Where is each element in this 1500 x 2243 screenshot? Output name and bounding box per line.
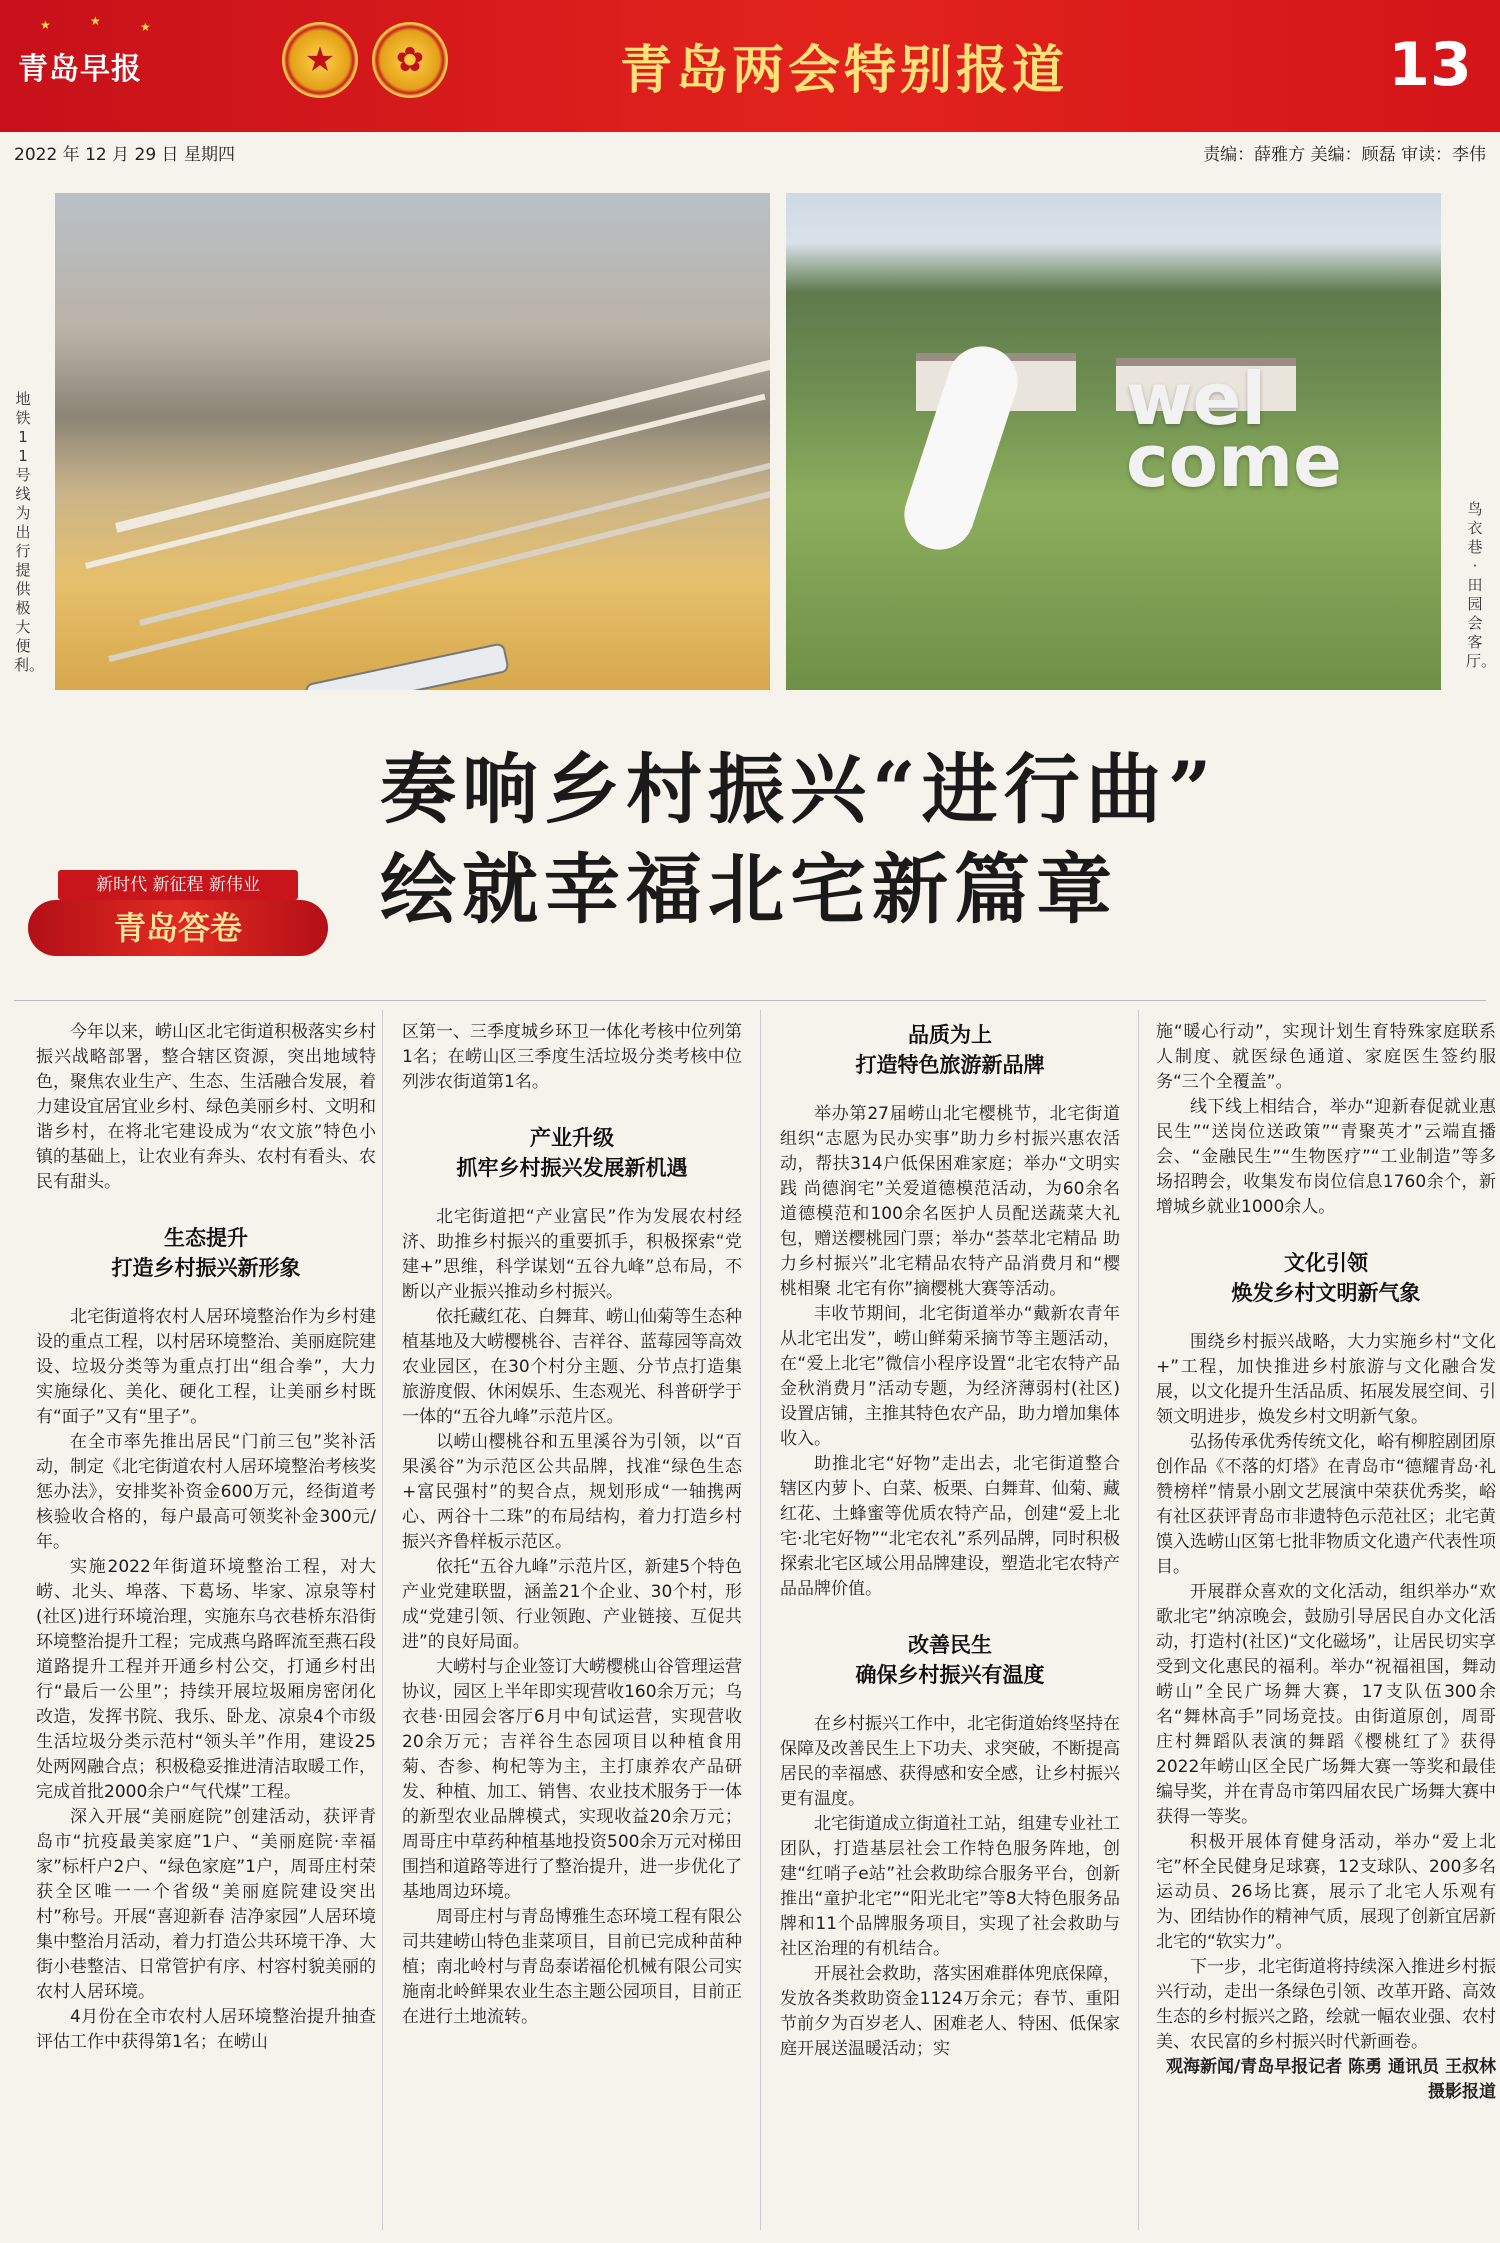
section-heading: 产业升级 抓牢乡村振兴发展新机遇 <box>456 1126 688 1180</box>
cello-sculpture-shape <box>895 337 1026 558</box>
paragraph: 大崂村与企业签订大崂樱桃山谷管理运营协议，园区上半年即实现营收160余万元；乌衣巷·田园会客厅6月中旬试运营，实现营收20余万元；吉祥谷生态园项目以种植食用菊、杏参、枸杞等为主，主打康养农产品研发、种植、加工、销售、农业技术服务于一体的新型农业品牌模式，实现收益20余万元；周哥庄中草药种植基地投资500余万元对梯田围挡和道路等进行了整治提升，进一步优化了基地周边环境。 <box>402 1657 742 1902</box>
banner-title: 青岛两会特别报道 <box>620 40 1069 101</box>
paragraph: 依托藏红花、白舞茸、崂山仙菊等生态种植基地及大崂樱桃谷、吉祥谷、蓝莓园等高效农业园区，在30个村分主题、分节点打造集旅游度假、休闲娱乐、生态观光、科普研学于一体的“五谷九峰”示范片区。 <box>402 1307 742 1427</box>
headline-line-2: 绘就幸福北宅新篇章 <box>380 845 1118 934</box>
paragraph: 举办第27届崂山北宅樱桃节，北宅街道组织“志愿为民办实事”助力乡村振兴惠农活动，帮扶314户低保困难家庭；举办“文明实践 尚德润宅”关爱道德模范活动，为60余名道德模范和100余名医护人员配送蔬菜大礼包，赠送樱桃园门票；举办“荟萃北宅精品 助力乡村振兴”北宅精品农特产品消费月和“樱桃相聚 北宅有你”摘樱桃大赛等活动。 <box>780 1104 1120 1299</box>
garden-photo <box>786 193 1441 690</box>
paragraph: 北宅街道把“产业富民”作为发展农村经济、助推乡村振兴的重要抓手，积极探索“党建+”思维，科学谋划“五谷九峰”总布局，不断以产业振兴推动乡村振兴。 <box>402 1207 742 1302</box>
article-column-3 <box>780 1020 1120 2062</box>
page-number: 13 <box>1388 30 1472 100</box>
byline: 观海新闻/青岛早报记者 陈勇 通讯员 王叔林 摄影报道 <box>1166 2057 1496 2102</box>
article-lead: 今年以来，崂山区北宅街道积极落实乡村振兴战略部署，整合辖区资源，突出地域特色，聚焦农业生产、生态、生活融合发展，着力建设宜居宜业乡村、绿色美丽乡村、文明和谐乡村，在将北宅建设成为“农文旅”特色小镇的基础上，让农业有奔头、农村有看头、农民有甜头。 <box>36 1022 376 1192</box>
article-column-2 <box>402 1020 742 2030</box>
paragraph: 以崂山樱桃谷和五里溪谷为引领，以“百果溪谷”为示范区公共品牌，找准“绿色生态+富民强村”的契合点，规划形成“一轴携两心、两谷十二珠”的布局结构，着力打造乡村振兴齐鲁样板示范区。 <box>402 1432 742 1552</box>
divider <box>14 1000 1486 1001</box>
paragraph: 弘扬传承优秀传统文化，峪有柳腔剧团原创作品《不落的灯塔》在青岛市“德耀青岛·礼赞榜样”情景小剧文艺展演中荣获优秀奖，峪有社区获评青岛市非遗特色示范社区；北宅黄馍入选崂山区第七批非物质文化遗产代表性项目。 <box>1156 1432 1496 1577</box>
national-emblem-icon: ★ <box>282 22 358 98</box>
column-divider <box>382 1010 383 2230</box>
section-heading: 生态提升 打造乡村振兴新形象 <box>111 1226 301 1280</box>
paragraph: 在全市率先推出居民“门前三包”奖补活动，制定《北宅街道农村人居环境整治考核奖惩办法》，安排奖补资金600万元，经街道考核验收合格的，每户最高可领奖补金300元/年。 <box>36 1432 376 1552</box>
column-divider <box>760 1010 761 2230</box>
paragraph: 开展社会救助，落实困难群体兜底保障，发放各类救助资金1124万余元；春节、重阳节前夕为百岁老人、困难老人、特困、低保家庭开展送温暖活动；实 <box>780 1964 1120 2059</box>
paragraph: 4月份在全市农村人居环境整治提升抽查评估工作中获得第1名；在崂山 <box>36 2007 376 2052</box>
badge-main: 青岛答卷 <box>28 900 328 956</box>
paragraph: 实施2022年街道环境整治工程，对大崂、北头、埠落、下葛场、毕家、凉泉等村(社区)进行环境治理，实施东乌衣巷桥东沿街环境整治提升工程；完成燕乌路晖流至燕石段道路提升工程并开通乡村公交，打通乡村出行“最后一公里”；持续开展垃圾厢房密闭化改造，发挥书院、我乐、卧龙、凉泉4个市级生活垃圾分类示范村“领头羊”作用，建设25处两网融合点；积极稳妥推进清洁取暖工作，完成首批2000余户“气代煤”工程。 <box>36 1557 376 1802</box>
page-banner <box>0 0 1500 132</box>
paragraph: 助推北宅“好物”走出去，北宅街道整合辖区内萝卜、白菜、板栗、白舞茸、仙菊、藏红花、土蜂蜜等优质农特产品，创建“爱上北宅·北宅好物”“北宅农礼”系列品牌，同时积极探索北宅区域公用品牌建设，塑造北宅农特产品品牌价值。 <box>780 1454 1120 1599</box>
paragraph: 开展群众喜欢的文化活动，组织举办“欢歌北宅”纳凉晚会，鼓励引导居民自办文化活动，打造村(社区)“文化磁场”，让居民切实享受到文化惠民的福利。举办“祝福祖国，舞动崂山”全民广场舞大赛，17支队伍300余名“舞林高手”同场竞技。由街道原创，周哥庄村舞蹈队表演的舞蹈《樱桃红了》获得2022年崂山区全民广场舞大赛一等奖和最佳编导奖，并在青岛市第四届农民广场舞大赛中获得一等奖。 <box>1156 1582 1496 1827</box>
star-icon: ★ <box>140 20 151 34</box>
right-photo-caption: 鸟衣巷·田园会客厅。 <box>1466 500 1497 670</box>
paragraph: 北宅街道将农村人居环境整治作为乡村建设的重点工程，以村居环境整治、美丽庭院建设、垃圾分类等为重点打出“组合拳”，大力实施绿化、美化、硬化工程，让美丽乡村既有“面子”又有“里子”。 <box>36 1307 376 1427</box>
section-badge <box>28 870 328 966</box>
paragraph: 施“暖心行动”，实现计划生育特殊家庭联系人制度、就医绿色通道、家庭医生签约服务“三个全覆盖”。 <box>1156 1022 1496 1092</box>
badge-top: 新时代 新征程 新伟业 <box>58 870 298 900</box>
paragraph: 深入开展“美丽庭院”创建活动，获评青岛市“抗疫最美家庭”1户、“美丽庭院·幸福家”标杆户2户、“绿色家庭”1户，周哥庄村荣获全区唯一一个省级“美丽庭院建设突出村”称号。开展“喜迎新春 洁净家园”人居环境集中整治月活动，着力打造公共环境干净、大街小巷整洁、日常管护有序、村容村貌美丽的农村人居环境。 <box>36 1807 376 2002</box>
star-icon: ★ <box>40 18 51 32</box>
section-heading: 改善民生 确保乡村振兴有温度 <box>855 1633 1045 1687</box>
train-shape <box>304 642 510 690</box>
headline-line-1: 奏响乡村振兴“进行曲” <box>380 745 1218 834</box>
article-column-1 <box>36 1020 376 2055</box>
section-heading: 文化引领 焕发乡村文明新气象 <box>1231 1251 1421 1305</box>
left-photo-caption: 地铁11号线为出行提供极大便利。 <box>14 390 45 674</box>
newspaper-brand: 青岛早报 <box>18 52 142 87</box>
editor-credits: 责编：薛雅方 美编：顾磊 审读：李伟 <box>1203 145 1486 165</box>
cppcc-emblem-icon: ✿ <box>372 22 448 98</box>
paragraph: 线下线上相结合，举办“迎新春促就业惠民生”“送岗位送政策”“青聚英才”云端直播会、“金融民生”“生物医疗”“工业制造”等多场招聘会，收集发布岗位信息1760余个，新增城乡就业1000余人。 <box>1156 1097 1496 1217</box>
welcome-sign: wel come <box>1126 357 1342 503</box>
paragraph: 在乡村振兴工作中，北宅街道始终坚持在保障及改善民生上下功夫、求突破，不断提高居民的幸福感、获得感和安全感，让乡村振兴更有温度。 <box>780 1714 1120 1809</box>
paragraph: 区第一、三季度城乡环卫一体化考核中位列第1名；在崂山区三季度生活垃圾分类考核中位列涉农街道第1名。 <box>402 1022 742 1092</box>
headline <box>380 740 1217 940</box>
metro-photo <box>55 193 770 690</box>
paragraph: 围绕乡村振兴战略，大力实施乡村“文化+”工程，加快推进乡村旅游与文化融合发展，以文化提升生活品质、拓展发展空间、引领文明进步，焕发乡村文明新气象。 <box>1156 1332 1496 1427</box>
paragraph: 依托“五谷九峰”示范片区，新建5个特色产业党建联盟，涵盖21个企业、30个村，形成“党建引领、行业领跑、产业链接、互促共进”的良好局面。 <box>402 1557 742 1652</box>
paragraph: 北宅街道成立街道社工站，组建专业社工团队，打造基层社会工作特色服务阵地，创建“红哨子e站”社会救助综合服务平台，创新推出“童护北宅”“阳光北宅”等8大特色服务品牌和11个品牌服务项目，实现了社会救助与社区治理的有机结合。 <box>780 1814 1120 1959</box>
paragraph: 下一步，北宅街道将持续深入推进乡村振兴行动，走出一条绿色引领、改革开路、高效生态的乡村振兴之路，绘就一幅农业强、农村美、农民富的乡村振兴时代新画卷。 <box>1156 1957 1496 2052</box>
paragraph: 丰收节期间，北宅街道举办“戴新农青年 从北宅出发”，崂山鲜菊采摘节等主题活动，在“爱上北宅”微信小程序设置“北宅农特产品金秋消费月”活动专题，为经济薄弱村(社区)设置店铺，主推其特色农产品，助力增加集体收入。 <box>780 1304 1120 1449</box>
paragraph: 周哥庄村与青岛博雅生态环境工程有限公司共建崂山特色韭菜项目，目前已完成种苗种植；南北岭村与青岛泰诺福伦机械有限公司实施南北岭鲜果农业生态主题公园项目，目前正在进行土地流转。 <box>402 1907 742 2027</box>
dateline: 2022 年 12 月 29 日 星期四 <box>14 145 235 165</box>
paragraph: 积极开展体育健身活动，举办“爱上北宅”杯全民健身足球赛，12支球队、200多名运动员、26场比赛，展示了北宅人乐观有为、团结协作的精神气质，展现了创新宜居新北宅的“软实力”。 <box>1156 1832 1496 1952</box>
column-divider <box>1138 1010 1139 2230</box>
section-heading: 品质为上 打造特色旅游新品牌 <box>855 1023 1045 1077</box>
article-column-4 <box>1156 1020 1496 2105</box>
star-icon: ★ <box>90 14 101 28</box>
